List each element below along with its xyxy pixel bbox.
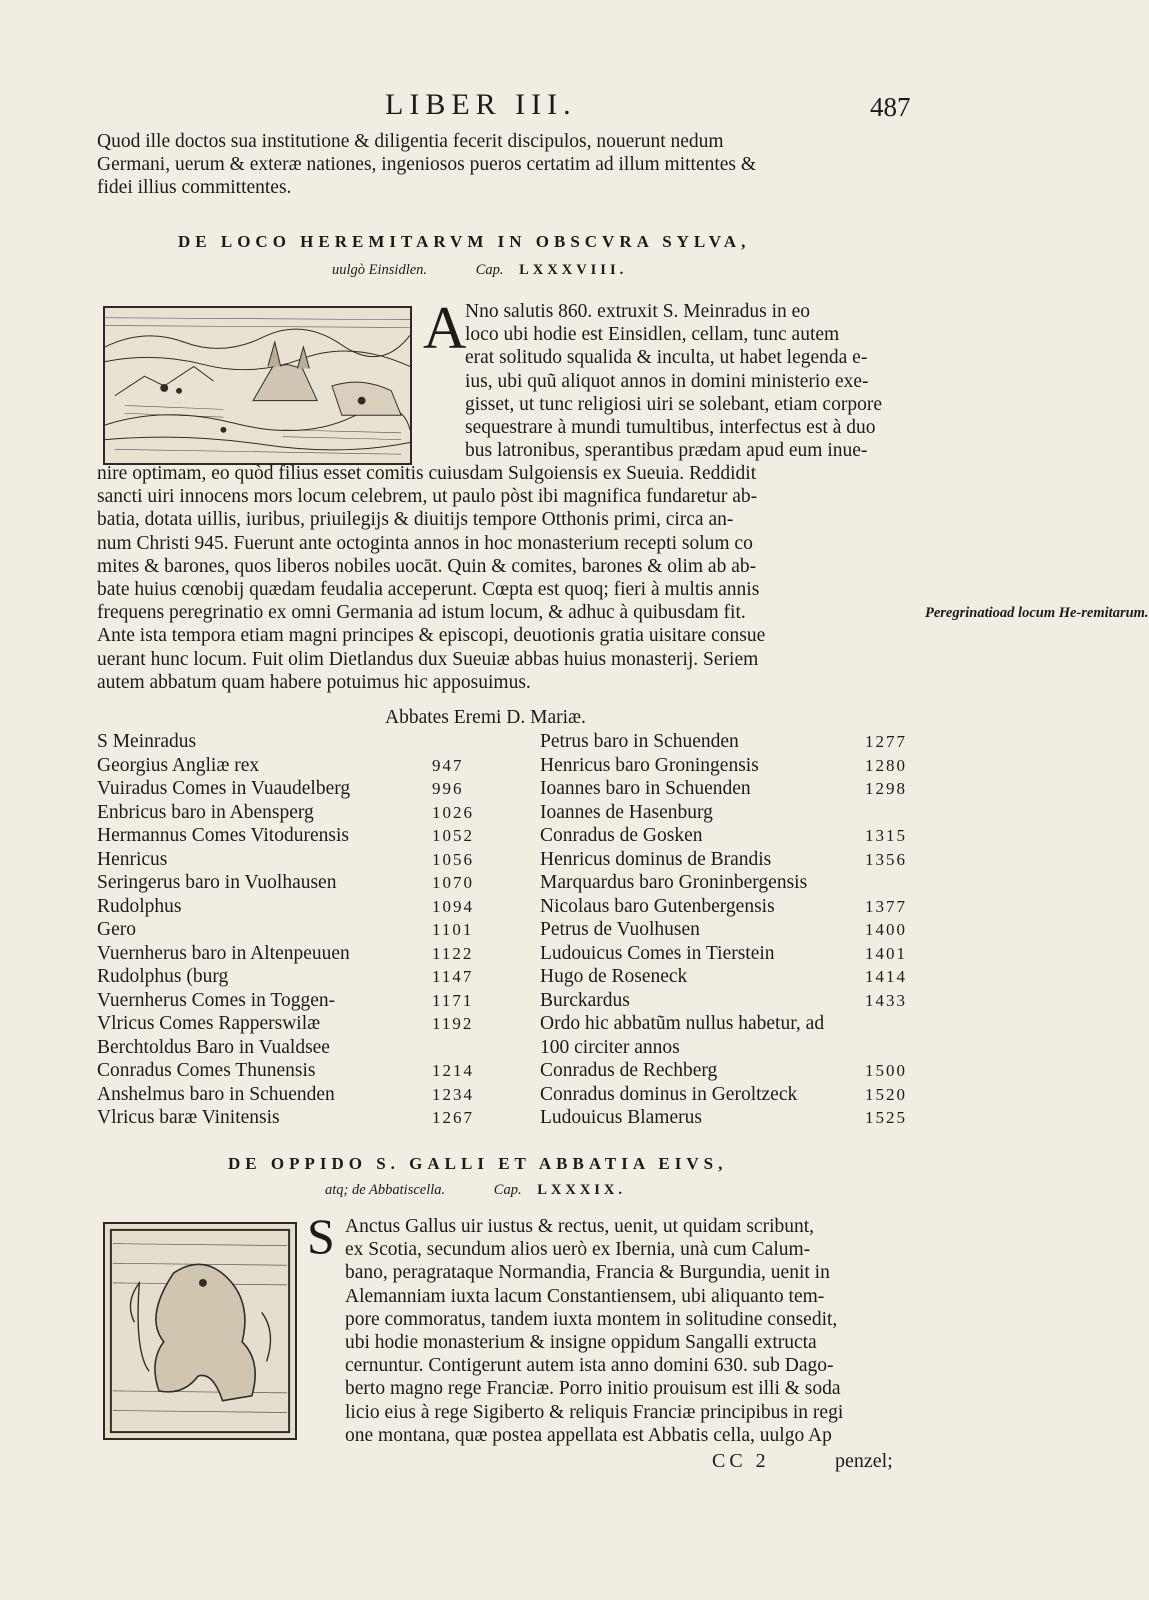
abbot-entry (540, 1083, 925, 1107)
page-number: 487 (870, 92, 911, 122)
text-line: licio eius à rege Sigiberto & reliquis Franciæ principibus in regi (345, 1401, 844, 1423)
text-line: Anctus Gallus uir iustus & rectus, uenit, ut quidam scribunt, (345, 1216, 815, 1237)
abbot-entry (97, 801, 497, 825)
abbot-year: 1315 (865, 826, 907, 845)
abbot-year: 1400 (865, 920, 907, 939)
abbot-entry (540, 895, 925, 919)
abbot-year: 1401 (865, 943, 907, 963)
abbots-list-left (97, 730, 497, 1130)
bear-coat-of-arms-illustration (105, 1224, 295, 1438)
chapter-88-text-beside-woodcut (465, 300, 912, 462)
abbot-name: Hermannus Comes Vitodurensis (97, 825, 349, 846)
text-line: pore commoratus, tandem iuxta montem in solitudine consedit, (345, 1308, 838, 1330)
abbot-entry (97, 989, 497, 1013)
abbot-entry (97, 895, 497, 919)
abbot-entry (97, 1083, 497, 1107)
abbot-year: 1267 (432, 1108, 474, 1127)
abbot-name: Henricus baro Groningensis (540, 754, 759, 776)
abbot-entry (97, 965, 497, 989)
abbot-year: 1298 (865, 779, 907, 798)
abbot-entry (540, 1036, 925, 1060)
abbot-year: 1052 (432, 826, 474, 845)
text-line: berto magno rege Franciæ. Porro initio prouisum est illi & soda (345, 1378, 841, 1400)
text-line: uerant hunc locum. Fuit olim Dietlandus dux Sueuiæ abbas huius monasterij. Seriem (97, 648, 759, 670)
text-line: autem abbatum quam habere potuimus hic apposuimus. (97, 671, 531, 693)
margin-note-line: Peregrinatio (925, 605, 1000, 621)
st-gallen-woodcut (103, 1222, 297, 1440)
abbot-year: 1147 (432, 967, 474, 986)
text-line: sequestrare à mundi tumultibus, interfectus est à duo (465, 417, 876, 439)
text-line: num Christi 945. Fuerunt ante octoginta annos in hoc monasterium recepti solum co (97, 532, 753, 554)
abbot-year: 1094 (432, 896, 474, 916)
text-line: Ante ista tempora etiam magni principes & episcopi, deuotionis gratia uisitare consue (97, 625, 766, 647)
abbot-name: Berchtoldus Baro in Vualdsee (97, 1036, 330, 1058)
abbot-name: Vuiradus Comes in Vuaudelberg (97, 778, 351, 799)
abbot-name: Rudolphus (97, 895, 182, 917)
abbot-year: 1056 (432, 849, 474, 869)
abbot-name: Vuernherus baro in Altenpeuuen (97, 942, 350, 964)
chapter-89-cap-label: Cap. (493, 1182, 522, 1198)
abbot-year: 1433 (865, 990, 907, 1010)
chapter-88-drop-cap: A (423, 295, 467, 361)
abbot-name: Enbricus baro in Abensperg (97, 801, 314, 823)
abbot-name: Henricus (97, 848, 168, 870)
abbot-entry (97, 730, 497, 754)
abbot-name: Hugo de Roseneck (540, 966, 688, 987)
abbot-year: 1277 (865, 732, 907, 751)
signature-mark: CC 2 (712, 1450, 770, 1472)
abbot-name: Ludouicus Blamerus (540, 1107, 702, 1128)
chapter-88-text (97, 462, 912, 694)
abbot-name: Petrus de Vuolhusen (540, 919, 700, 940)
intro-paragraph (97, 130, 912, 200)
abbot-entry (540, 871, 925, 895)
abbot-name: Ioannes de Hasenburg (540, 801, 713, 823)
abbots-list-right (540, 730, 925, 1130)
text-line: Germani, uerum & exteræ nationes, ingeniosos pueros certatim ad illum mittentes & (97, 154, 757, 176)
text-line: gisset, ut tunc religiosi uiri se solebant, etiam corpore (465, 393, 882, 415)
abbot-entry (540, 989, 925, 1013)
abbot-year: 1280 (865, 755, 907, 775)
abbot-name: Ludouicus Comes in Tierstein (540, 942, 775, 964)
abbot-name: 100 circiter annos (540, 1036, 680, 1058)
text-line: ius, ubi quũ aliquot annos in domini ministerio exe- (465, 370, 869, 392)
text-line: bus latronibus, sperantibus prædam apud eum inue- (465, 440, 868, 462)
abbot-year: 1520 (865, 1084, 907, 1104)
abbot-year: 1525 (865, 1108, 907, 1127)
abbot-name: Marquardus baro Groninbergensis (540, 872, 808, 893)
einsiedeln-woodcut (103, 306, 412, 465)
chapter-89-title: DE OPPIDO S. GALLI ET ABBATIA EIVS, (228, 1154, 728, 1173)
abbot-entry (540, 848, 925, 872)
abbot-name: Conradus dominus in Geroltzeck (540, 1083, 798, 1105)
abbot-entry (97, 1059, 497, 1083)
abbot-entry (97, 1012, 497, 1036)
margin-note-line: remitarum. (1081, 605, 1149, 621)
margin-note-line: ad locum He- (999, 605, 1082, 621)
abbot-name: Ordo hic abbatũm nullus habetur, ad (540, 1013, 825, 1034)
text-line: Quod ille doctos sua institutione & diligentia fecerit discipulos, nouerunt nedum (97, 131, 724, 152)
text-line: mites & barones, quos liberos nobiles uocāt. Quin & comites, barones & olim ab ab- (97, 555, 757, 577)
margin-note-pilgrimage (925, 602, 1149, 625)
chapter-89-vernacular-name: atq; de Abbatiscella. (325, 1182, 446, 1198)
chapter-88-subtitle (332, 262, 627, 279)
abbot-name: Georgius Angliæ rex (97, 754, 260, 776)
text-line: fidei illius committentes. (97, 177, 292, 199)
abbot-entry (540, 1059, 925, 1083)
chapter-89-drop-cap: S (307, 1208, 335, 1264)
abbot-name: S Meinradus (97, 731, 197, 752)
chapter-89-number: LXXXIX. (537, 1182, 627, 1198)
text-line: one montana, quæ postea appellata est Abbatis cella, uulgo Ap (345, 1424, 832, 1446)
abbot-entry (97, 942, 497, 966)
abbot-name: Nicolaus baro Gutenbergensis (540, 895, 775, 917)
abbot-entry (97, 824, 497, 848)
text-line: frequens peregrinatio ex omni Germania ad istum locum, & adhuc à quibusdam fit. (97, 602, 746, 624)
abbot-year: 1122 (432, 943, 474, 963)
text-line: cernuntur. Contigerunt autem ista anno domini 630. sub Dago- (345, 1355, 834, 1377)
text-line: batia, dotata uillis, iuribus, priuilegijs & diuitijs tempore Otthonis primi, circa an- (97, 509, 734, 531)
text-line: loco ubi hodie est Einsidlen, cellam, tunc autem (465, 324, 840, 346)
abbot-year: 947 (432, 755, 464, 775)
running-head: LIBER III. (385, 88, 577, 121)
abbot-name: Henricus dominus de Brandis (540, 848, 772, 870)
abbot-entry (540, 918, 925, 942)
abbot-name: Anshelmus baro in Schuenden (97, 1083, 335, 1105)
abbot-entry (540, 1106, 925, 1130)
abbot-year: 1026 (432, 802, 474, 822)
abbot-year: 1192 (432, 1014, 474, 1033)
abbot-entry (540, 777, 925, 801)
abbot-name: Ioannes baro in Schuenden (540, 778, 751, 799)
abbot-year: 996 (432, 779, 464, 798)
abbot-name: Rudolphus (burg (97, 966, 229, 987)
abbot-entry (540, 1012, 925, 1036)
abbot-entry (97, 918, 497, 942)
chapter-88-cap-label: Cap. (475, 262, 504, 278)
abbot-name: Conradus de Rechberg (540, 1060, 718, 1081)
abbot-name: Seringerus baro in Vuolhausen (97, 872, 337, 893)
abbot-name: Conradus Comes Thunensis (97, 1060, 316, 1081)
catchword: penzel; (835, 1450, 893, 1472)
abbots-list-heading: Abbates Eremi D. Mariæ. (385, 707, 586, 728)
abbot-name: Gero (97, 919, 136, 940)
abbot-year: 1500 (865, 1061, 907, 1080)
abbot-year: 1234 (432, 1084, 474, 1104)
abbot-year: 1414 (865, 967, 907, 986)
abbot-name: Vuernherus Comes in Toggen- (97, 989, 336, 1011)
chapter-88-title: DE LOCO HEREMITARVM IN OBSCVRA SYLVA, (178, 232, 751, 251)
text-line: nire optimam, eo quòd filius esset comitis cuiusdam Sulgoiensis ex Sueuia. Reddidit (97, 463, 757, 484)
abbot-entry (97, 777, 497, 801)
chapter-89-text-beside-woodcut (345, 1215, 912, 1447)
abbot-entry (97, 848, 497, 872)
abbot-name: Petrus baro in Schuenden (540, 731, 739, 752)
abbot-entry (540, 754, 925, 778)
abbot-name: Vlricus Comes Rapperswilæ (97, 1013, 321, 1034)
abbot-entry (540, 730, 925, 754)
abbot-entry (97, 1036, 497, 1060)
abbot-entry (97, 754, 497, 778)
chapter-88-vernacular-name: uulgò Einsidlen. (332, 262, 428, 278)
abbot-year: 1101 (432, 920, 474, 939)
text-line: Alemanniam iuxta lacum Constantiensem, ubi aliquanto tem- (345, 1285, 825, 1307)
text-line: ubi hodie monasterium & insigne oppidum Sangalli extructa (345, 1332, 817, 1354)
landscape-illustration (105, 308, 410, 463)
abbot-name: Vlricus baræ Vinitensis (97, 1107, 280, 1128)
chapter-88-number: LXXXVIII. (519, 262, 628, 278)
abbot-entry (540, 824, 925, 848)
abbot-entry (540, 942, 925, 966)
abbot-year: 1214 (432, 1061, 474, 1080)
abbot-year: 1377 (865, 896, 907, 916)
text-line: bate huius cœnobij quædam feudalia acceperunt. Cœpta est quoq; fieri à multis annis (97, 579, 760, 601)
text-line: Nno salutis 860. extruxit S. Meinradus in eo (465, 301, 811, 322)
abbot-year: 1070 (432, 873, 474, 892)
text-line: ex Scotia, secundum alios uerò ex Ibernia, unà cum Calum- (345, 1239, 811, 1261)
abbot-name: Burckardus (540, 989, 630, 1011)
abbot-name: Conradus de Gosken (540, 825, 703, 846)
abbot-entry (540, 801, 925, 825)
abbot-entry (540, 965, 925, 989)
abbot-entry (97, 1106, 497, 1130)
chapter-89-subtitle (325, 1182, 626, 1199)
abbot-year: 1356 (865, 849, 907, 869)
text-line: erat solitudo squalida & inculta, ut habet legenda e- (465, 347, 868, 369)
text-line: sancti uiri innocens mors locum celebrem, ut paulo pòst ibi magnifica fundaretur ab- (97, 486, 758, 508)
abbot-entry (97, 871, 497, 895)
text-line: bano, peragrataque Normandia, Francia & Burgundia, uenit in (345, 1262, 830, 1284)
abbot-year: 1171 (432, 990, 474, 1010)
